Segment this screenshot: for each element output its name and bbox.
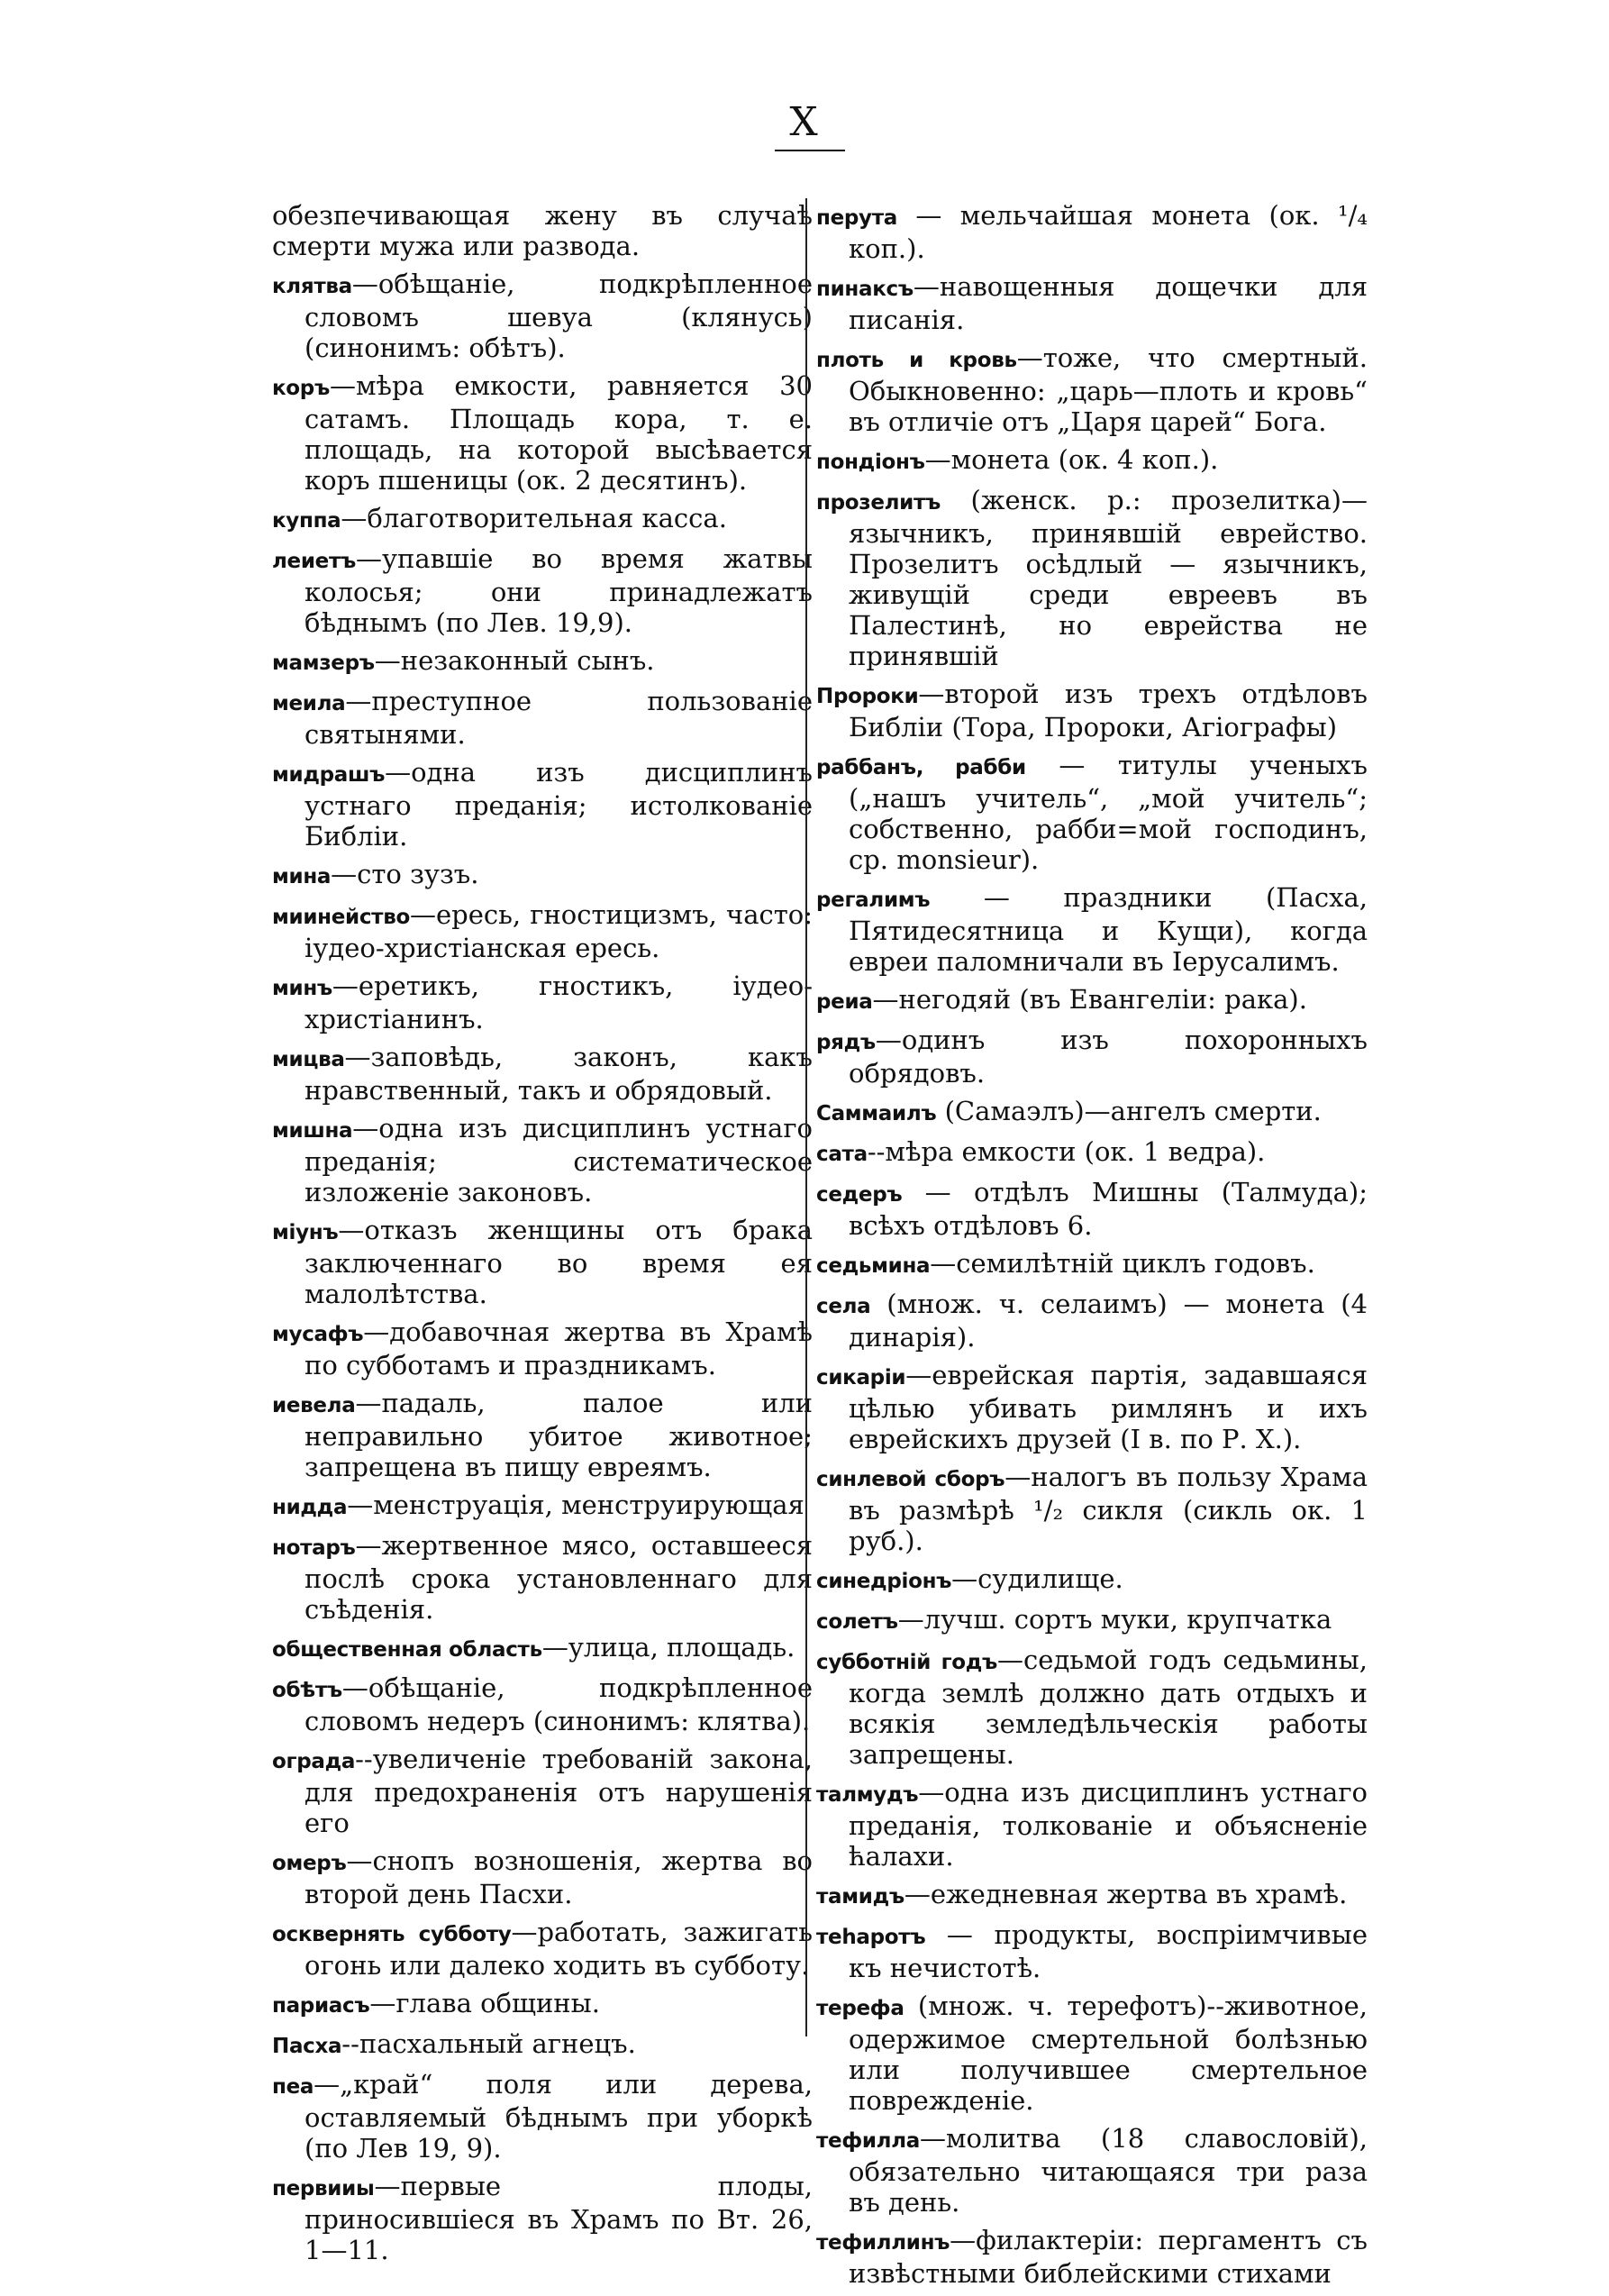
glossary-definition: —работать, зажигать огонь или далеко ходить въ субботу. (305, 1917, 813, 1981)
glossary-term: синлевой сборъ (816, 1468, 1005, 1491)
glossary-definition: —обѣщаніе, подкрѣпленное словомъ недеръ (синонимъ: клятва). (305, 1672, 813, 1736)
glossary-term: Пасха (272, 2035, 342, 2058)
glossary-entry (816, 1248, 1368, 1281)
glossary-term: пинаксъ (816, 278, 914, 301)
glossary-definition: (множ. ч. терефотъ)--животное, одержимое смертельной болѣзнью или получившее смертельное поврежденіе. (849, 1991, 1368, 2116)
glossary-definition: —лучш. сортъ муки, крупчатка (897, 1604, 1332, 1635)
glossary-entry (816, 2123, 1368, 2218)
glossary-definition: —одна изъ дисциплинъ устнаго преданія; систематическое изложеніе законовъ. (305, 1113, 813, 1207)
glossary-definition: —глава общины. (369, 1988, 600, 2018)
glossary-definition: —тоже, что смертный. Обыкновенно: „царь—плоть и кровь“ въ отличіе отъ „Царя царей“ Бога. (849, 342, 1368, 437)
glossary-term: сата (816, 1143, 868, 1166)
glossary-definition: —незаконный сынъ. (374, 645, 655, 676)
glossary-entry (272, 200, 813, 261)
glossary-definition: (множ. ч. селаимъ) — монета (4 динарія). (849, 1289, 1368, 1353)
glossary-term: минъ (272, 977, 332, 1000)
glossary-entry (272, 1490, 813, 1523)
glossary-entry (272, 1388, 813, 1482)
glossary-definition: --пасхальный агнецъ. (341, 2028, 636, 2059)
glossary-term: тамидъ (816, 1885, 904, 1909)
glossary-definition: —одинъ изъ похоронныхъ обрядовъ. (849, 1025, 1368, 1089)
glossary-term: рядъ (816, 1031, 876, 1054)
glossary-term: солетъ (816, 1610, 898, 1634)
glossary-definition: —судилище. (951, 1563, 1123, 1594)
glossary-entry (816, 1777, 1368, 1872)
glossary-entry (816, 271, 1368, 335)
glossary-term: сикаріи (816, 1366, 906, 1389)
glossary-entry (272, 1042, 813, 1106)
glossary-term: миинейство (272, 906, 410, 929)
glossary-definition: —еврейская партія, задавшаяся цѣлью убивать римлянъ и ихъ еврейскихъ друзей (I в. по Р. Х.). (849, 1360, 1368, 1454)
glossary-term: теһаротъ (816, 1926, 926, 1949)
glossary-term: села (816, 1295, 871, 1318)
glossary-definition: —улица, площадь. (541, 1632, 795, 1663)
glossary-term: первииы (272, 2177, 375, 2200)
glossary-entry (272, 1113, 813, 1207)
glossary-term: пондіонъ (816, 451, 925, 474)
glossary-entry (272, 1988, 813, 2021)
glossary-definition: (женск. р.: прозелитка)—язычникъ, принявшій еврейство. Прозелитъ осѣдлый — язычникъ, живущій среди евреевъ въ Палестинѣ, но еврейства не принявшій (849, 485, 1368, 671)
glossary-entry (816, 1177, 1368, 1241)
glossary-definition: —заповѣдь, законъ, какъ нравственный, такъ и обрядовый. (305, 1042, 813, 1106)
glossary-term: регалимъ (816, 888, 931, 912)
glossary-definition: (Самаэлъ)—ангелъ смерти. (936, 1096, 1322, 1126)
glossary-entry (816, 984, 1368, 1017)
right-column (816, 200, 1368, 2296)
glossary-definition: —одна изъ дисциплинъ устнаго преданія, толкованіе и объясненіе ћалахи. (849, 1777, 1368, 1872)
glossary-entry (272, 2028, 813, 2062)
glossary-term: пеа (272, 2075, 314, 2099)
glossary-term: мидрашъ (272, 763, 386, 787)
glossary-entry (272, 1530, 813, 1625)
glossary-entry (816, 444, 1368, 478)
glossary-definition: —монета (ок. 4 коп.). (924, 444, 1219, 475)
glossary-entry (272, 2171, 813, 2265)
glossary-definition: —седьмой годъ седьмины, когда землѣ должно дать отдыхъ и всякія земледѣльческія работы запрещены. (849, 1645, 1368, 1770)
glossary-term: леиетъ (272, 550, 356, 573)
glossary-definition: —обѣщаніе, подкрѣпленное словомъ шевуа (клянусь) (синонимъ: обѣтъ). (305, 269, 813, 363)
glossary-entry (816, 200, 1368, 264)
glossary-entry (816, 1096, 1368, 1129)
glossary-definition: — продукты, воспріимчивые къ нечистотѣ. (849, 1919, 1368, 1983)
glossary-term: плоть и кровь (816, 349, 1017, 372)
glossary-entry (272, 899, 813, 963)
glossary-definition: —жертвенное мясо, оставшееся послѣ срока установленнаго для съѣденія. (305, 1530, 813, 1625)
glossary-entry (272, 503, 813, 536)
glossary-entry (816, 750, 1368, 875)
glossary-entry (816, 1991, 1368, 2116)
glossary-entry (272, 370, 813, 496)
glossary-entry (816, 1645, 1368, 1770)
glossary-entry (816, 882, 1368, 977)
glossary-term: нидда (272, 1496, 348, 1519)
glossary-term: синедріонъ (816, 1570, 952, 1593)
glossary-definition: --увеличеніе требованій закона, для предохраненія отъ нарушенія его (305, 1744, 813, 1838)
glossary-entry (816, 1136, 1368, 1170)
glossary-term: мишна (272, 1119, 353, 1143)
glossary-definition: — праздники (Пасха, Пятидесятница и Кущи), когда евреи паломничали въ Іерусалимъ. (849, 882, 1368, 977)
glossary-definition: —филактеріи: пергаментъ съ извѣстными библейскими стихами (849, 2225, 1368, 2289)
glossary-entry (272, 686, 813, 750)
glossary-term: меила (272, 692, 346, 715)
glossary-term: терефа (816, 1997, 904, 2020)
glossary-entry (816, 342, 1368, 437)
glossary-definition: —налогъ въ пользу Храма въ размѣрѣ ¹/₂ сикля (сикль ок. 1 руб.). (849, 1462, 1368, 1556)
glossary-entry (816, 1563, 1368, 1597)
glossary-term: мусафъ (272, 1323, 364, 1346)
glossary-definition: —второй изъ трехъ отдѣловъ Библіи (Тора, Пророки, Агіографы) (849, 679, 1368, 743)
glossary-term: тефиллинъ (816, 2231, 950, 2255)
column-divider (805, 198, 807, 2036)
glossary-term: общественная область (272, 1638, 542, 1662)
glossary-entry (816, 1604, 1368, 1637)
glossary-entry (272, 269, 813, 363)
glossary-term: мицва (272, 1048, 345, 1071)
glossary-term: Саммаилъ (816, 1102, 937, 1125)
glossary-definition: —навощенныя дощечки для писанія. (849, 271, 1368, 335)
glossary-entry (816, 1360, 1368, 1454)
glossary-definition: —менструація, менструирующая (347, 1490, 804, 1520)
page-number: X (789, 99, 820, 145)
glossary-definition: —семилѣтній циклъ годовъ. (930, 1248, 1315, 1279)
glossary-definition: —сто зузъ. (331, 859, 479, 889)
glossary-definition: —негодяй (въ Евангеліи: рака). (872, 984, 1307, 1015)
glossary-term: Пророки (816, 685, 919, 708)
glossary-entry (272, 543, 813, 638)
glossary-entry (272, 1917, 813, 1981)
glossary-definition: —еретикъ, гностикъ, іудео-христіанинъ. (305, 970, 813, 1034)
glossary-entry (272, 1744, 813, 1838)
glossary-entry (272, 645, 813, 679)
glossary-definition: —мѣра емкости, равняется 30 сатамъ. Площадь кора, т. е. площадь, на которой высѣвается коръ пшеницы (ок. 2 десятинъ). (305, 370, 813, 496)
glossary-definition: — титулы ученыхъ („нашъ учитель“, „мой учитель“; собственно, рабби=мой господинъ, ср. monsieur). (849, 750, 1368, 875)
glossary-term: куппа (272, 509, 341, 533)
glossary-term: раббанъ, рабби (816, 756, 1026, 779)
glossary-term: субботній годъ (816, 1651, 998, 1674)
glossary-definition: —ежедневная жертва въ храмѣ. (904, 1879, 1348, 1909)
glossary-term: коръ (272, 377, 330, 400)
glossary-term: обѣтъ (272, 1679, 342, 1702)
glossary-entry (272, 1632, 813, 1665)
glossary-entry (272, 970, 813, 1034)
glossary-term: париасъ (272, 1994, 370, 2018)
glossary-definition: —первые плоды, приносившіеся въ Храмъ по Вт. 26, 1—11. (305, 2171, 813, 2265)
glossary-term: нотаръ (272, 1536, 356, 1560)
glossary-definition: —падаль, палое или неправильно убитое животное; запрещена въ пищу евреямъ. (305, 1388, 813, 1482)
glossary-entry (816, 679, 1368, 743)
glossary-definition: —ересь, гностицизмъ, часто: іудео-христіанская ересь. (305, 899, 813, 963)
glossary-term: мина (272, 865, 332, 888)
glossary-definition: —преступное пользованіе святынями. (305, 686, 813, 750)
glossary-term: седеръ (816, 1183, 903, 1207)
glossary-term: прозелитъ (816, 491, 941, 515)
glossary-term: мамзеръ (272, 651, 375, 675)
glossary-term: талмудъ (816, 1783, 919, 1807)
glossary-definition: —отказъ женщины отъ брака заключеннаго во время ея малолѣтства. (305, 1215, 813, 1309)
page-number-rule (775, 150, 845, 151)
glossary-term: клятва (272, 275, 352, 298)
glossary-term: иевела (272, 1394, 356, 1417)
glossary-definition: —снопъ возношенія, жертва во второй день Пасхи. (305, 1845, 813, 1909)
glossary-term: міунъ (272, 1221, 339, 1244)
glossary-term: тефилла (816, 2129, 920, 2153)
glossary-entry (816, 1462, 1368, 1556)
glossary-definition: —упавшіе во время жатвы колосья; они принадлежатъ бѣднымъ (по Лев. 19,9). (305, 543, 813, 638)
glossary-entry (272, 1672, 813, 1736)
glossary-definition: — мельчайшая монета (ок. ¹/₄ коп.). (849, 200, 1368, 264)
glossary-definition: —молитва (18 славословій), обязательно читающаяся три раза въ день. (849, 2123, 1368, 2218)
glossary-term: перута (816, 206, 897, 230)
glossary-term: ограда (272, 1750, 356, 1773)
glossary-entry (272, 757, 813, 852)
glossary-definition: обезпечивающая жену въ случаѣ смерти мужа или развода. (272, 200, 813, 261)
glossary-entry (272, 2069, 813, 2164)
glossary-entry (816, 1919, 1368, 1983)
glossary-definition: — отдѣлъ Мишны (Талмуда); всѣхъ отдѣловъ 6. (849, 1177, 1368, 1241)
glossary-definition: --мѣра емкости (ок. 1 ведра). (867, 1136, 1266, 1167)
glossary-entry (272, 1845, 813, 1909)
glossary-term: осквернять субботу (272, 1923, 512, 1946)
glossary-entry (272, 1215, 813, 1309)
glossary-entry (816, 1879, 1368, 1912)
left-column (272, 200, 813, 2273)
glossary-entry (816, 485, 1368, 671)
glossary-entry (272, 859, 813, 892)
glossary-term: седьмина (816, 1254, 931, 1278)
glossary-entry (816, 1025, 1368, 1089)
glossary-term: реиа (816, 990, 873, 1014)
glossary-definition: —„край“ поля или дерева, оставляемый бѣднымъ при уборкѣ (по Лев 19, 9). (305, 2069, 813, 2164)
glossary-entry (816, 1289, 1368, 1353)
glossary-entry (272, 1317, 813, 1380)
glossary-entry (816, 2225, 1368, 2289)
glossary-definition: —одна изъ дисциплинъ устнаго преданія; истолкованіе Библіи. (305, 757, 813, 852)
glossary-definition: —добавочная жертва въ Храмѣ по субботамъ и праздникамъ. (305, 1317, 813, 1380)
glossary-term: омеръ (272, 1852, 347, 1875)
glossary-definition: —благотворительная касса. (341, 503, 727, 533)
